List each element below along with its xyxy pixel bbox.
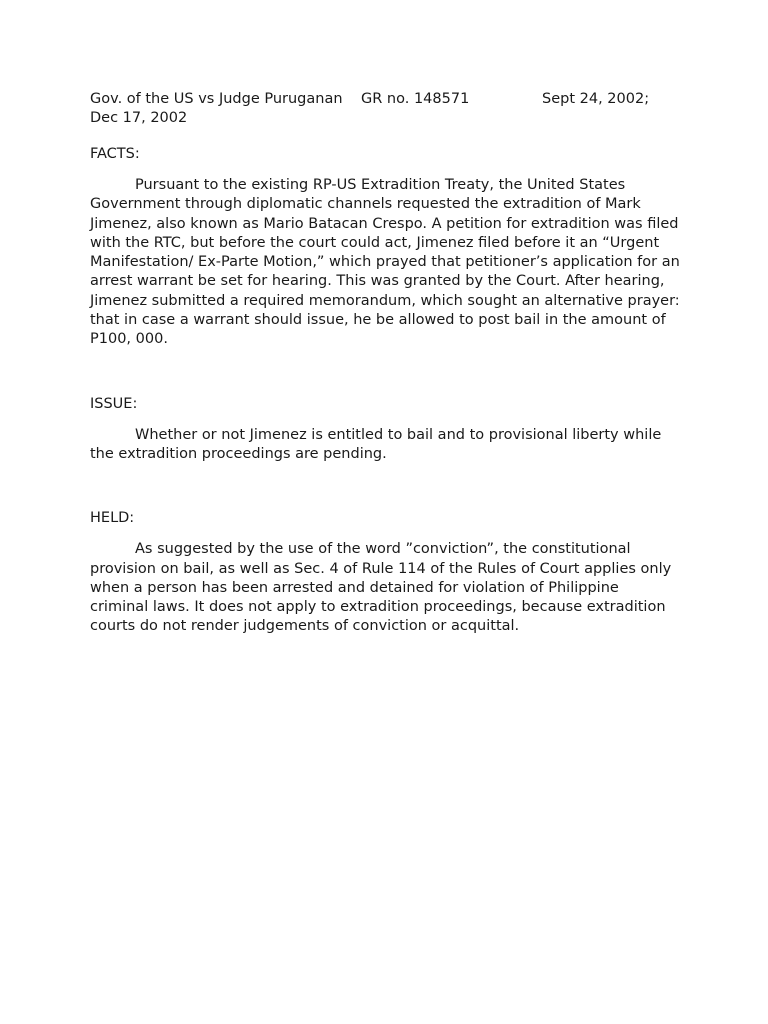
gr-number: GR no. 148571 [361,91,470,107]
document-page [90,90,680,637]
issue-heading: ISSUE: [90,395,138,412]
case-title: Gov. of the US vs Judge Puruganan [90,91,343,107]
case-header [90,90,680,130]
held-paragraph: As suggested by the use of the word ”conviction”, the constitutional provision on bail, as well as Sec. 4 of Rule 114 of the Rules of Court applies only when a person has been arrested and detained for violation of Philippine criminal laws. It does not apply to extradition proceedings, because extradition courts do not render judgements of conviction or acquittal. [90,541,672,635]
facts-heading: FACTS: [90,146,140,162]
case-dates: Sept 24, 2002; Dec 17, 2002 [90,91,650,126]
held-heading: HELD: [90,510,135,527]
issue-paragraph: Whether or not Jimenez is entitled to bail and to provisional liberty while the extradition proceedings are pending. [90,426,662,462]
facts-paragraph: Pursuant to the existing RP-US Extradition Treaty, the United States Government through diplomatic channels requested the extradition of Mark Jimenez, also known as Mario Batacan Crespo. A petition for extradition was filed with the RTC, but before the court could act, Jimenez filed before it an “Urgent Manifestation/ Ex-Parte Motion,” which prayed that petitioner’s application for an arrest warrant be set for hearing. This was granted by the Court. After hearing, Jimenez submitted a required memorandum, which sought an alternative prayer: that in case a warrant should issue, he be allowed to post bail in the amount of P100, 000. [90,177,680,348]
